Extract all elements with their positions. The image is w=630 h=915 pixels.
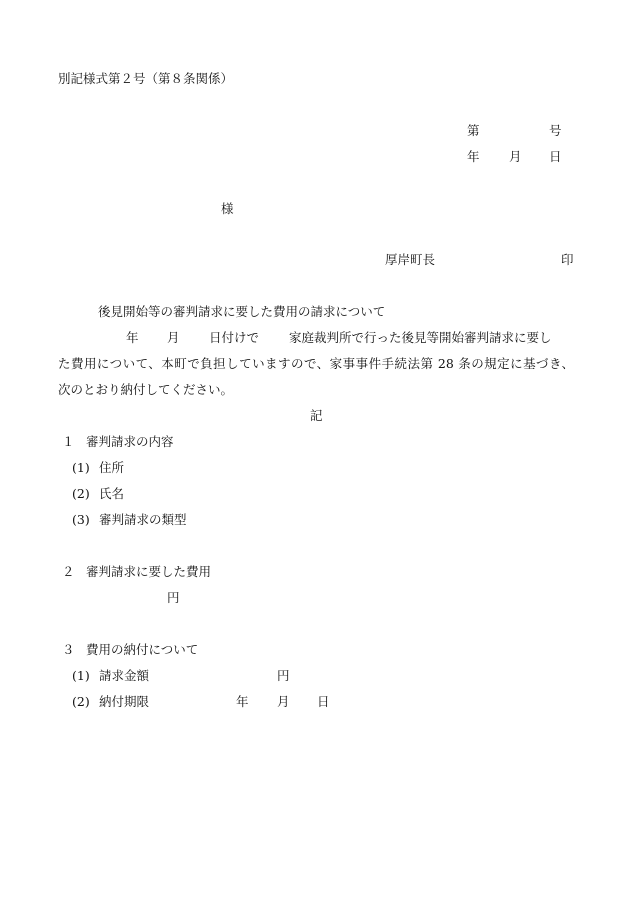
body-month: 月 <box>167 330 180 345</box>
form-number: 別記様式第２号（第８条関係） <box>58 71 234 86</box>
body-line1-text: 家庭裁判所で行った後見等開始審判請求に要し <box>289 330 552 345</box>
ki-marker: 記 <box>310 408 323 423</box>
seal-mark: 印 <box>561 252 574 267</box>
body-line3: 次のとおり納付してください。 <box>58 382 234 397</box>
section-2-title: 審判請求に要した費用 <box>86 564 212 579</box>
issue-date-year: 年 <box>467 149 480 164</box>
item-3-2-year: 年 <box>236 694 249 709</box>
item-3-2-number: (2) <box>72 694 90 709</box>
addressee-honorific: 様 <box>221 201 234 216</box>
item-3-1-yen: 円 <box>277 668 290 683</box>
body-line2: た費用について、本町で負担していますので、家事事件手続法第 28 条の規定に基づき、 <box>58 356 574 371</box>
section-1-number: １ <box>62 434 75 449</box>
doc-number-prefix: 第 <box>467 123 480 138</box>
item-3-1-label: 請求金額 <box>99 668 150 683</box>
item-1-3-label: 審判請求の類型 <box>99 512 187 527</box>
item-1-3-number: (3) <box>72 512 90 527</box>
item-3-2-day: 日 <box>317 694 330 709</box>
subject-line: 後見開始等の審判請求に要した費用の請求について <box>98 304 386 319</box>
item-1-2-number: (2) <box>72 486 90 501</box>
item-3-1-number: (1) <box>72 668 90 683</box>
section-3-number: ３ <box>62 642 75 657</box>
section-2-number: ２ <box>62 564 75 579</box>
issue-date-day: 日 <box>549 149 562 164</box>
body-date-suffix: 日付けで <box>209 330 260 345</box>
item-1-1-number: (1) <box>72 460 90 475</box>
section-3-title: 費用の納付について <box>86 642 199 657</box>
issue-date-month: 月 <box>509 149 522 164</box>
body-year: 年 <box>126 330 139 345</box>
item-3-2-label: 納付期限 <box>99 694 150 709</box>
section-2-yen: 円 <box>167 590 180 605</box>
section-1-title: 審判請求の内容 <box>86 434 174 449</box>
doc-number-suffix: 号 <box>549 123 562 138</box>
item-1-1-label: 住所 <box>99 460 125 475</box>
item-3-2-month: 月 <box>277 694 290 709</box>
sender-title: 厚岸町長 <box>385 252 436 267</box>
item-1-2-label: 氏名 <box>99 486 125 501</box>
